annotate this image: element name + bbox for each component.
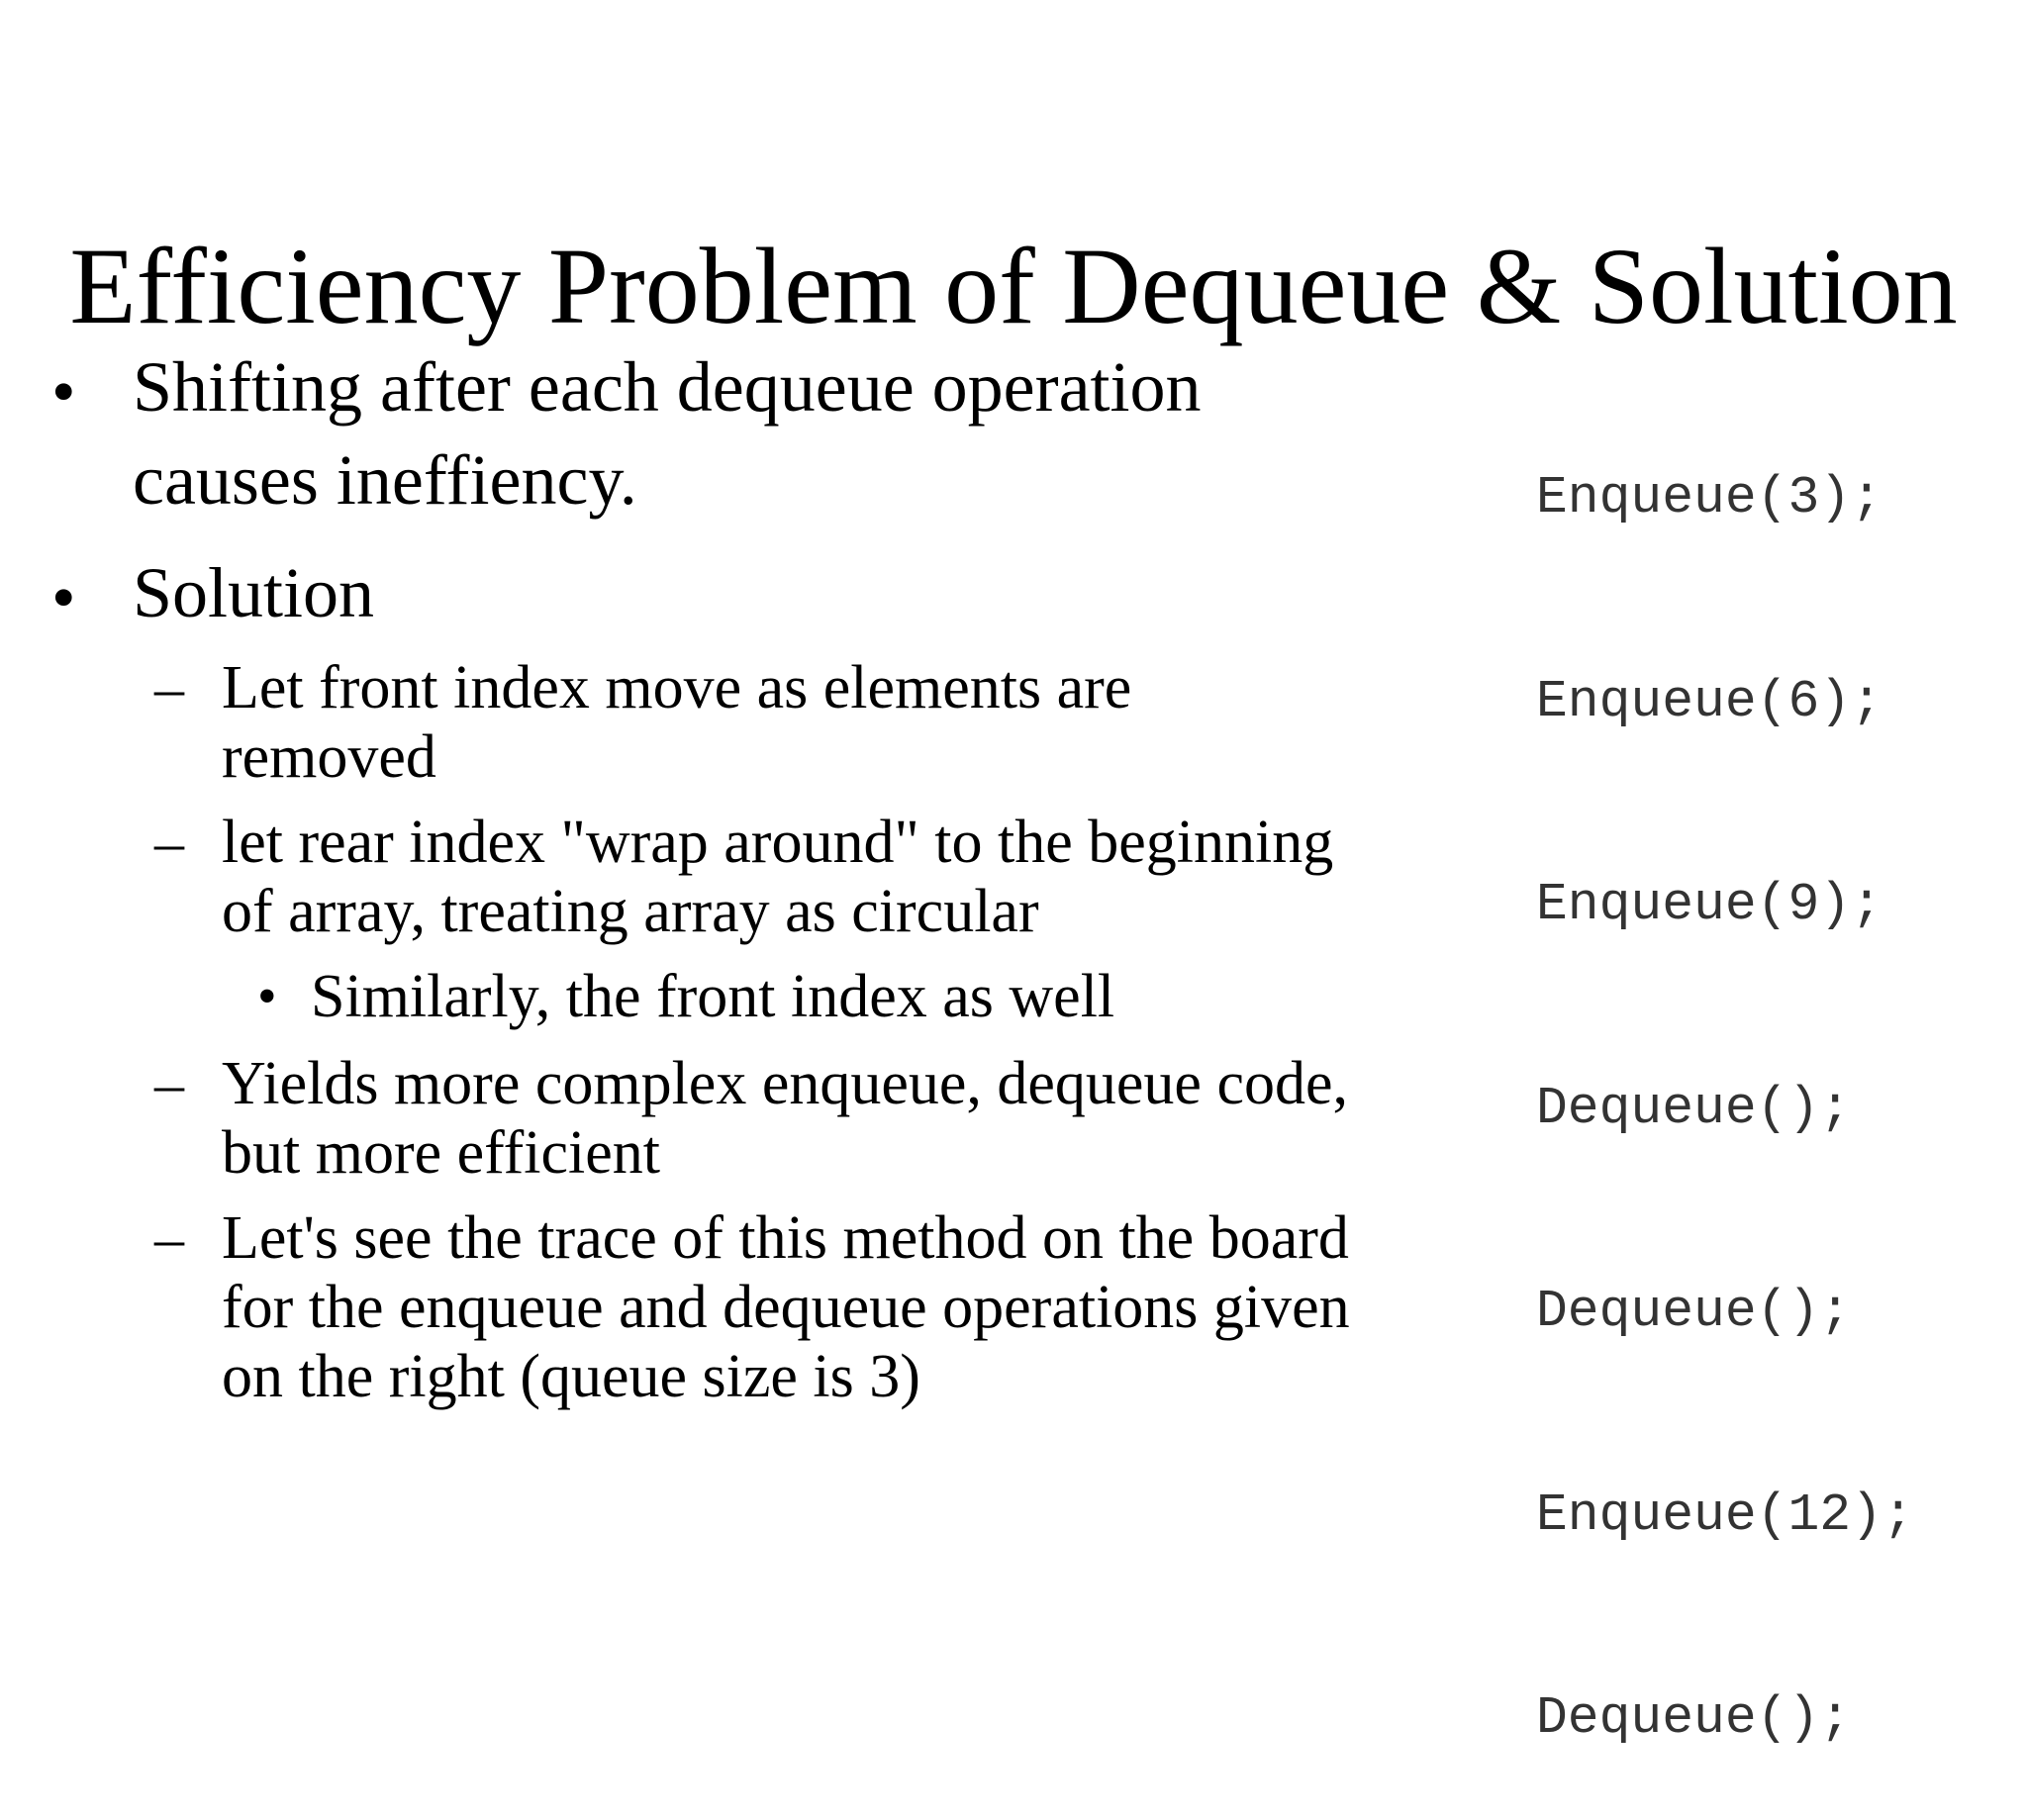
code-block xyxy=(1536,329,1914,1820)
code-line: Dequeue(); xyxy=(1536,1688,1852,1748)
bullet-text-line: Solution xyxy=(133,553,375,632)
code-line: Dequeue(); xyxy=(1536,1078,1852,1138)
code-line: Enqueue(3); xyxy=(1536,468,1882,527)
sub-item-text-line: for the enqueue and dequeue operations given xyxy=(222,1274,1350,1341)
bullet-text-line: causes ineffiency. xyxy=(133,440,637,520)
sub-item-text-line: on the right (queue size is 3) xyxy=(222,1343,920,1410)
dash-marker: – xyxy=(154,655,184,720)
sub-item-text-line: Let front index move as elements are xyxy=(222,654,1132,721)
sub-sub-item-text: Similarly, the front index as well xyxy=(311,963,1115,1030)
sub-item-text-line: Yields more complex enqueue, dequeue code, xyxy=(222,1050,1348,1117)
dash-marker: – xyxy=(154,810,184,875)
bullet-marker: • xyxy=(51,560,76,636)
slide-title: Efficiency Problem of Dequeue & Solution xyxy=(69,225,1958,346)
sub-item-text-line: Let's see the trace of this method on the board xyxy=(222,1204,1349,1272)
bullet-marker: • xyxy=(51,354,76,431)
code-line: Enqueue(6); xyxy=(1536,671,1882,731)
sub-item-text-line: but more efficient xyxy=(222,1119,661,1187)
sub-item-text-line: removed xyxy=(222,723,436,791)
bullet-text-line: Shifting after each dequeue operation xyxy=(133,347,1202,427)
code-line: Dequeue(); xyxy=(1536,1282,1852,1341)
bullet-marker: • xyxy=(257,966,277,1027)
dash-marker: – xyxy=(154,1205,184,1271)
code-line: Enqueue(9); xyxy=(1536,875,1882,934)
code-line: Enqueue(12); xyxy=(1536,1485,1914,1545)
dash-marker: – xyxy=(154,1051,184,1116)
sub-item-text-line: let rear index "wrap around" to the beginning xyxy=(222,809,1334,876)
sub-item-text-line: of array, treating array as circular xyxy=(222,878,1039,945)
